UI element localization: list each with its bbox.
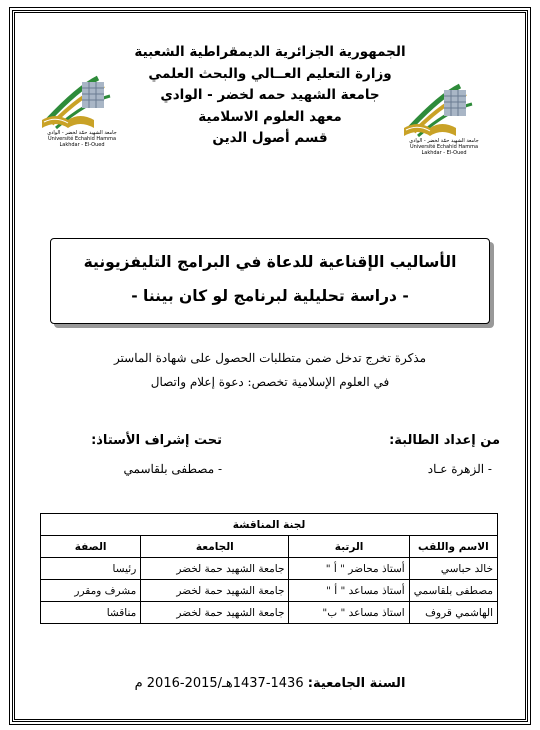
ministry-name: وزارة التعليم العــالي والبحث العلمي xyxy=(148,65,392,82)
member-rank: أستاذ مساعد " أ " xyxy=(289,580,409,602)
logo-caption-en: Université Echahid Hamma Lakhdar - El-Oued xyxy=(47,136,117,148)
degree-line-2: في العلوم الإسلامية تخصص: دعوة إعلام واتصال xyxy=(150,375,390,389)
degree-line-1: مذكرة تخرج تدخل ضمن متطلبات الحصول على شهادة الماستر xyxy=(113,351,427,365)
university-name: جامعة الشهيد حمه لخضر - الوادي xyxy=(160,87,380,103)
institution-header xyxy=(0,42,540,150)
member-name: الهاشمي قروف xyxy=(409,602,497,624)
member-rank: استاذ مساعد " ب" xyxy=(289,602,409,624)
academic-year-value: 1436-1437هـ/2015-2016 م xyxy=(134,676,304,691)
academic-year-label: السنة الجامعية: xyxy=(307,676,406,691)
thesis-title-box xyxy=(50,238,490,324)
thesis-subtitle: - دراسة تحليلية لبرنامج لو كان بيننا - xyxy=(131,287,409,305)
logo-caption-ar: جامعة الشهيد حمّة لخضر - الوادي xyxy=(47,130,117,136)
column-header: الجامعة xyxy=(141,536,289,558)
member-name: مصطفى بلقاسمي xyxy=(409,580,497,602)
supervisor-name: - مصطفى بلقاسمي xyxy=(123,462,222,476)
committee-caption: لجنة المناقشة xyxy=(41,514,498,536)
table-row xyxy=(41,558,498,580)
logo-caption-ar: جامعة الشهيد حمّة لخضر - الوادي xyxy=(409,138,479,144)
table-row xyxy=(41,580,498,602)
member-rank: أستاذ محاضر " أ " xyxy=(289,558,409,580)
academic-year xyxy=(0,676,540,691)
committee-table xyxy=(40,513,498,624)
member-name: خالد حباسي xyxy=(409,558,497,580)
logo-caption-en: Université Echahid Hamma Lakhdar - El-Oued xyxy=(409,144,479,156)
table-row xyxy=(41,602,498,624)
committee-header-row xyxy=(41,536,498,558)
member-university: جامعة الشهيد حمة لخضر xyxy=(141,602,289,624)
institute-name: معهد العلوم الاسلامية xyxy=(198,108,342,125)
member-role: مشرف ومقرر xyxy=(41,580,141,602)
member-role: رئيسا xyxy=(41,558,141,580)
member-role: مناقشا xyxy=(41,602,141,624)
column-header: الاسم واللقب xyxy=(409,536,497,558)
thesis-title: الأساليب الإقناعية للدعاة في البرامج التليفزيونية xyxy=(83,253,457,271)
column-header: الرتبة xyxy=(289,536,409,558)
republic-name: الجمهورية الجزائرية الديمقراطية الشعبية xyxy=(134,44,406,60)
degree-statement xyxy=(0,346,540,394)
student-label: من إعداد الطالبة: xyxy=(389,433,500,448)
column-header: الصفة xyxy=(41,536,141,558)
student-name: - الزهرة عـاد xyxy=(427,462,492,476)
supervisor-label: تحت إشراف الأستاذ: xyxy=(91,433,222,448)
member-university: جامعة الشهيد حمة لخضر xyxy=(141,580,289,602)
member-university: جامعة الشهيد حمة لخضر xyxy=(141,558,289,580)
department-name: قسم أصول الدين xyxy=(212,130,328,146)
